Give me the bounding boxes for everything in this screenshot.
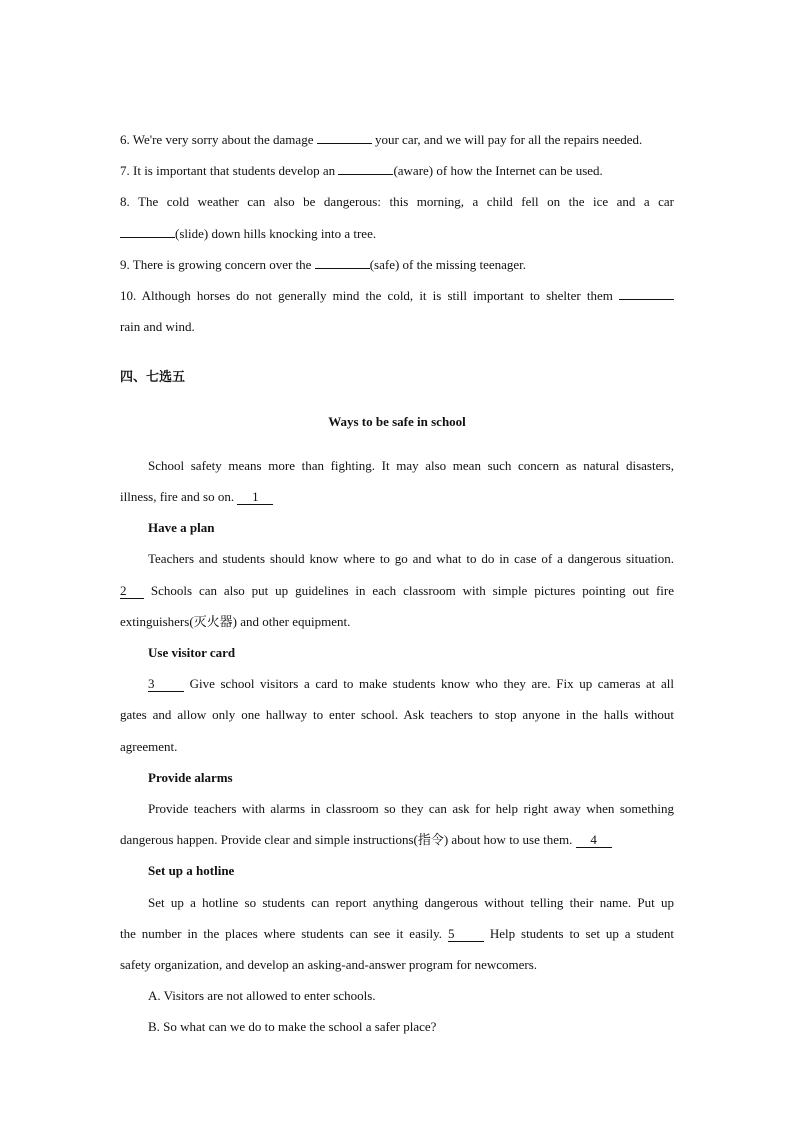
answer-blank[interactable] xyxy=(317,143,372,144)
plan-line-1: Teachers and students should know where to go and what to do in case of a dangerous situation. xyxy=(148,551,674,567)
subheading-visitor: Use visitor card xyxy=(148,645,236,661)
question-text: 10. Although horses do not generally mind the cold, it is still important to shelter them xyxy=(120,288,619,304)
hotline-line-2 xyxy=(120,918,674,949)
answer-blank[interactable] xyxy=(619,299,674,300)
plan-line-3: extinguishers(灭火器) and other equipment. xyxy=(120,613,351,629)
question-text: (slide) down hills knocking into a tree. xyxy=(175,225,377,241)
passage-text: the number in the places where students can see it easily. xyxy=(120,925,448,941)
intro-line-2 xyxy=(120,481,674,512)
question-text: your car, and we will pay for all the repairs needed. xyxy=(371,132,643,147)
question-10-line-1 xyxy=(120,280,674,311)
question-6 xyxy=(120,124,674,155)
alarms-line-1: Provide teachers with alarms in classroom so they can ask for help right away when something xyxy=(148,801,674,817)
question-8-line-1: 8. The cold weather can also be dangerous: this morning, a child fell on the ice and a car xyxy=(120,194,674,210)
question-10-line-2: rain and wind. xyxy=(120,319,195,335)
visitor-line-1 xyxy=(120,668,674,699)
question-7 xyxy=(120,155,674,186)
answer-blank[interactable] xyxy=(120,237,175,238)
answer-blank[interactable] xyxy=(315,268,370,269)
subheading-plan: Have a plan xyxy=(148,520,215,536)
blank-2[interactable]: 2 xyxy=(120,584,144,599)
subheading-hotline: Set up a hotline xyxy=(148,863,235,879)
blank-3[interactable]: 3 xyxy=(148,677,184,692)
answer-blank[interactable] xyxy=(338,174,393,175)
question-8-line-2 xyxy=(120,218,674,249)
passage-text: illness, fire and so on. xyxy=(120,489,238,505)
hotline-line-3: safety organization, and develop an asking-and-answer program for newcomers. xyxy=(120,957,538,973)
option-a: A. Visitors are not allowed to enter schools. xyxy=(148,988,376,1004)
alarms-line-2 xyxy=(120,824,674,855)
visitor-line-2: gates and allow only one hallway to enter school. Ask teachers to stop anyone in the halls without xyxy=(120,707,674,723)
question-text: 7. It is important that students develop an xyxy=(120,163,339,179)
passage-text: dangerous happen. Provide clear and simple instructions(指令) about how to use them. xyxy=(120,832,576,848)
visitor-line-3: agreement. xyxy=(120,738,178,754)
hotline-line-1: Set up a hotline so students can report anything dangerous without telling their name. Put up xyxy=(148,894,674,910)
blank-4[interactable]: 4 xyxy=(576,833,612,848)
passage-text: Give school visitors a card to make students know who they are. Fix up cameras at all xyxy=(184,676,674,692)
blank-1[interactable]: 1 xyxy=(237,490,273,505)
plan-line-2 xyxy=(120,575,674,606)
intro-line-1: School safety means more than fighting. It may also mean such concern as natural disasters, xyxy=(148,457,674,473)
passage-text: Help students to set up a student xyxy=(483,925,674,941)
section-heading: 四、七选五 xyxy=(120,369,186,385)
question-text: 9. There is growing concern over the xyxy=(120,256,315,272)
passage-text: Schools can also put up guidelines in each classroom with simple pictures pointing out fire xyxy=(144,582,674,598)
blank-5[interactable]: 5 xyxy=(448,927,484,942)
subheading-alarms: Provide alarms xyxy=(148,769,233,785)
question-text: (safe) of the missing teenager. xyxy=(369,256,527,272)
passage-title: Ways to be safe in school xyxy=(328,413,466,429)
question-9 xyxy=(120,249,674,280)
option-b: B. So what can we do to make the school a safer place? xyxy=(148,1019,437,1035)
document-page xyxy=(120,124,674,1043)
question-text: (aware) of how the Internet can be used. xyxy=(393,163,603,179)
question-text: 6. We're very sorry about the damage xyxy=(120,132,317,147)
